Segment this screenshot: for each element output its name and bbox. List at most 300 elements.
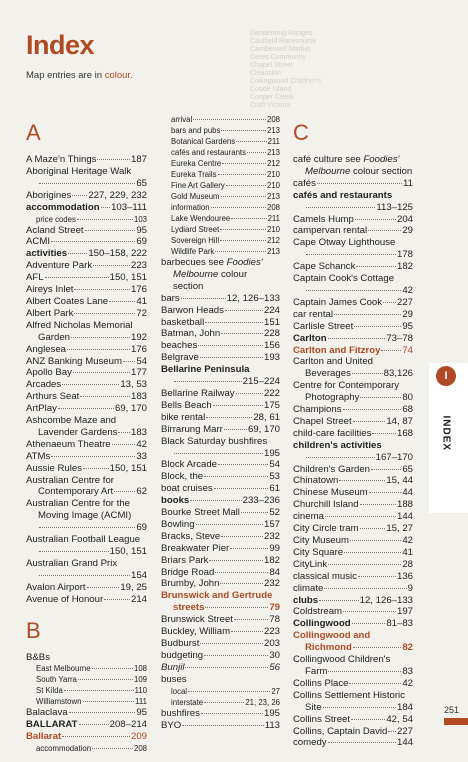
entry-term: East Melbourne [36, 664, 91, 674]
entry-term: Athenaeum Theatre [26, 438, 111, 450]
index-entry [161, 650, 280, 662]
entry-term: Apollo Bay [26, 367, 72, 379]
entry-term: ANZ Banking Museum [26, 355, 122, 367]
entry-pages: 151 [263, 316, 280, 328]
entry-pages: 211 [267, 137, 280, 146]
faint-background-text [250, 30, 468, 125]
index-column-2 [161, 114, 280, 731]
index-entry [293, 404, 413, 416]
entry-pages: 210 [266, 225, 280, 234]
entry-pages: 81–83 [386, 618, 413, 630]
entry-term: Chapel Street [293, 415, 352, 427]
entry-term: Camels Hump [293, 213, 354, 225]
index-column-1 [26, 114, 147, 754]
entry-pages: 144 [396, 511, 413, 523]
entry-pages: 12, 126–133 [359, 594, 413, 606]
entry-pages: 227 [396, 296, 413, 308]
entry-pages: 213 [266, 247, 280, 256]
index-entry [161, 543, 280, 555]
see-word: see [342, 154, 364, 165]
entry-term: interstate [171, 697, 204, 707]
index-entry [161, 578, 280, 590]
entry-term: Collins, Captain David [293, 725, 388, 737]
index-subentry [161, 686, 280, 697]
entry-term: Bellarine Peninsula [161, 364, 250, 376]
entry-pages: 208–214 [109, 719, 147, 731]
entry-pages: 103 [133, 214, 147, 224]
index-entry [161, 614, 280, 626]
index-entry [293, 237, 413, 261]
index-entry [161, 412, 280, 424]
index-entry [293, 225, 413, 237]
index-entry [26, 272, 147, 284]
entry-term: Australian Grand Prix [26, 557, 118, 569]
index-entry [26, 356, 147, 368]
index-subentry [26, 674, 147, 685]
entry-term: A Maze'n Things [26, 154, 97, 165]
entry-pages: 195 [263, 447, 280, 459]
entry-pages: 213 [266, 192, 280, 201]
entry-term: Balaclava [26, 707, 68, 719]
entry-pages: 183 [130, 391, 147, 403]
entry-term: Collingwood [293, 618, 351, 630]
entry-pages: 195 [263, 707, 280, 719]
entry-pages: 12, 126–133 [226, 292, 280, 304]
entry-term: Lydiard Street [171, 225, 220, 234]
entry-term-cont: Beverages [305, 368, 351, 380]
index-entry [293, 214, 413, 226]
entry-term: Collins Place [293, 677, 349, 689]
index-subentry [161, 697, 280, 708]
entry-term: Chinatown [293, 475, 339, 487]
index-entry [26, 260, 147, 272]
see-word: see [205, 257, 227, 268]
entry-term: price codes [36, 214, 76, 224]
entry-term: activities [26, 248, 68, 260]
index-entry [161, 555, 280, 567]
index-entry [26, 594, 147, 606]
entry-term: Botanical Gardens [171, 137, 236, 146]
entry-pages: 178 [396, 249, 413, 261]
index-entry [161, 257, 280, 293]
entry-term: Fine Art Gallery [171, 181, 225, 190]
entry-pages: 83,126 [383, 368, 413, 380]
index-entry [161, 531, 280, 543]
entry-term: Anglesea [26, 343, 67, 355]
entry-term: classical music [293, 570, 357, 582]
entry-term: Captain James Cook [293, 296, 383, 308]
entry-term: Cape Otway Lighthouse [293, 237, 396, 249]
index-entry [293, 737, 413, 749]
entry-pages: 54 [269, 459, 280, 471]
entry-pages: 15, 27 [386, 523, 413, 535]
index-entry [293, 583, 413, 595]
entry-term: Black Saturday bushfires [161, 435, 268, 447]
entry-term: Belgrave [161, 352, 199, 364]
entry-pages: 193 [263, 352, 280, 364]
entry-term: buses [161, 673, 187, 685]
entry-pages: 184 [396, 701, 413, 713]
entry-pages: 213 [266, 148, 280, 157]
entry-term: Bowling [161, 518, 195, 530]
index-entry [293, 690, 413, 714]
index-entry [161, 317, 280, 329]
index-entry [161, 674, 280, 686]
entry-term: children's activities [293, 439, 382, 451]
entry-pages: 109 [133, 675, 147, 685]
index-entry [161, 471, 280, 483]
index-subentry [161, 246, 280, 257]
entry-term: Brumby, John [161, 578, 220, 590]
entry-pages: 182 [396, 261, 413, 273]
entry-term: Ballarat [26, 731, 62, 743]
tab-letter-badge: I [436, 366, 456, 386]
entry-term: Coldstream [293, 606, 343, 618]
entry-term: Children's Garden [293, 463, 371, 475]
faint-text-line: Collingwood Children's [250, 78, 321, 85]
index-entry [293, 464, 413, 476]
index-entry [293, 654, 413, 678]
entry-pages: 42, 54 [386, 713, 413, 725]
entry-term: Bracks, Steve [161, 530, 221, 542]
index-entry [26, 391, 147, 403]
entry-term: Carlton [293, 332, 327, 344]
entry-term: Eureka Centre [171, 159, 222, 168]
entry-pages: 62 [136, 486, 147, 498]
entry-term: Aboriginal Heritage Walk [26, 165, 132, 177]
entry-term: Avalon Airport [26, 581, 86, 593]
entry-term: Arcades [26, 379, 62, 391]
entry-pages: 223 [263, 626, 280, 638]
see-foodies: Foodies' [363, 154, 400, 165]
see-melbourne: Melbourne [173, 268, 219, 280]
entry-pages: 111 [135, 697, 147, 707]
entry-pages: 212 [266, 159, 280, 168]
entry-term: Australian Centre for the [26, 498, 130, 510]
see-foodies: Foodies' [226, 257, 263, 268]
entry-pages: 210 [266, 181, 280, 190]
entry-term: Eureka Trails [171, 170, 217, 179]
entry-pages: 42 [136, 438, 147, 450]
entry-term: basketball [161, 316, 205, 328]
entry-pages: 27 [271, 686, 280, 696]
index-entry [26, 190, 147, 202]
index-entry [161, 388, 280, 400]
entry-term: Albert Coates Lane [26, 295, 109, 307]
index-entry-map [26, 731, 147, 743]
index-subentry [26, 214, 147, 225]
faint-text-line: Cooper Creek [250, 94, 294, 101]
entry-term: barbecues [161, 257, 206, 268]
faint-text-line: Chapel Street [250, 62, 293, 69]
index-entry [293, 499, 413, 511]
entry-term: Albert Park [26, 307, 74, 319]
entry-term: Wildlife Park [171, 247, 215, 256]
index-entry [161, 459, 280, 471]
index-entry [293, 511, 413, 523]
index-entry [161, 495, 280, 507]
entry-term: Bellarine Railway [161, 387, 235, 399]
entry-term: child-care facilities [293, 427, 372, 439]
entry-term-cont: Richmond [305, 642, 352, 654]
entry-pages: 95 [136, 224, 147, 236]
index-entry [161, 519, 280, 531]
index-entry [26, 308, 147, 320]
entry-term: Buckley, William [161, 626, 231, 638]
entry-pages: 150, 151 [109, 546, 147, 557]
index-entry [26, 284, 147, 296]
index-entry [293, 416, 413, 428]
entry-pages: 95 [402, 320, 413, 332]
entry-pages: 53 [269, 471, 280, 483]
entry-term: café culture [293, 154, 343, 165]
entry-pages: 156 [263, 340, 280, 352]
index-subentry [161, 169, 280, 180]
index-entry [293, 559, 413, 571]
entry-term: Acland Street [26, 224, 84, 236]
index-subentry [26, 663, 147, 674]
index-entry [293, 595, 413, 607]
entry-term: bike rental [161, 411, 206, 423]
index-entry [293, 571, 413, 583]
entry-pages: 167–170 [375, 451, 413, 463]
entry-term-cont: Garden [38, 331, 70, 343]
entry-pages: 150–158, 222 [88, 248, 147, 260]
index-entry [26, 498, 147, 534]
entry-term: climate [293, 582, 324, 594]
index-entry [293, 678, 413, 690]
index-entry [293, 297, 413, 309]
entry-term: cafés and restaurants [293, 189, 393, 201]
index-entry [26, 344, 147, 356]
index-entry [26, 320, 147, 344]
index-entry [293, 154, 413, 178]
section-letter-b: B [26, 617, 41, 643]
index-entry-map [161, 590, 280, 614]
entry-pages: 227, 229, 232 [88, 189, 147, 201]
index-entry [161, 567, 280, 579]
index-subentry [26, 685, 147, 696]
entry-pages: 29 [402, 225, 413, 237]
entry-term: Carlton and United [293, 356, 373, 368]
entry-term: Aussie Rules [26, 462, 82, 474]
entry-term: Ashcombe Maze and [26, 415, 117, 427]
index-entry [26, 475, 147, 499]
entry-pages: 113–125 [376, 201, 413, 213]
entry-pages: 28, 61 [253, 411, 280, 423]
index-subentry [161, 136, 280, 147]
index-entry [293, 606, 413, 618]
entry-term: Brunswick Street [161, 614, 233, 626]
entry-term: campervan rental [293, 225, 368, 237]
entry-term: Aborigines [26, 189, 72, 201]
entry-pages: 21, 23, 26 [245, 697, 280, 707]
section-letter-c: C [293, 120, 309, 145]
entry-pages: 208 [266, 203, 280, 212]
entry-pages: 19, 25 [120, 581, 147, 593]
page-number-bar [444, 718, 468, 725]
index-entry [293, 273, 413, 297]
entry-term: accommodation [36, 744, 92, 754]
entry-pages: 69 [136, 236, 147, 248]
entry-pages: 74 [402, 344, 413, 356]
index-entry [26, 582, 147, 594]
faint-text-line: Coode Island [250, 86, 292, 93]
entry-term: beaches [161, 340, 198, 352]
map-entries-note [26, 70, 133, 81]
entry-pages: 84 [269, 566, 280, 578]
entry-term: Collingwood and [293, 630, 371, 642]
entry-term: Bunjil [161, 661, 185, 673]
index-subentry [161, 147, 280, 158]
entry-pages: 224 [263, 304, 280, 316]
entry-pages: 78 [269, 614, 280, 626]
note-highlight: colour [104, 70, 131, 81]
entry-pages: 13, 53 [120, 379, 147, 391]
entry-pages: 187 [130, 154, 147, 165]
entry-term-cont: streets [173, 602, 205, 614]
entry-pages: 15, 44 [386, 475, 413, 487]
entry-term: Alfred Nicholas Memorial [26, 319, 133, 331]
entry-term: ArtPlay [26, 403, 57, 415]
entry-term: boat cruises [161, 483, 213, 495]
entry-pages: 110 [134, 686, 147, 696]
entry-term: cafés and restaurants [171, 148, 246, 157]
faint-text-line: Caulfield Racecourse [250, 38, 317, 45]
entry-term-cont: Photography [305, 392, 360, 404]
entry-term: books [161, 495, 190, 507]
entry-term: Bells Beach [161, 399, 212, 411]
entry-pages: 82 [402, 642, 413, 654]
entry-term: Australian Centre for [26, 474, 114, 486]
entry-term: Lake Wendouree [171, 214, 231, 223]
entry-pages: 42 [402, 284, 413, 296]
entry-pages: 176 [130, 343, 147, 355]
index-entry [26, 248, 147, 260]
index-entry [26, 439, 147, 451]
index-entry [26, 463, 147, 475]
entry-term: Aireys Inlet [26, 284, 74, 296]
faint-text-line: Cleanskin [250, 70, 281, 77]
entry-term-cont: Site [305, 701, 322, 713]
faint-text-line: Craft Victoria [250, 102, 291, 109]
entry-pages: 33 [136, 450, 147, 462]
index-entry [293, 333, 413, 345]
index-entry [26, 707, 147, 719]
index-subentry [161, 158, 280, 169]
entry-pages: 41 [402, 546, 413, 558]
entry-pages: 42 [402, 677, 413, 689]
section-letter-a: A [26, 120, 41, 145]
index-entry [293, 321, 413, 333]
entry-term: cafés [293, 177, 316, 189]
index-entry [161, 328, 280, 340]
entry-term: clubs [293, 594, 319, 606]
index-entry [26, 202, 147, 214]
entry-pages: 41 [136, 295, 147, 307]
entry-pages: 28 [402, 558, 413, 570]
index-entry [161, 340, 280, 352]
entry-term: St Kilda [36, 686, 63, 696]
index-entry [26, 154, 147, 166]
page-number: 251 [444, 705, 460, 715]
entry-pages: 188 [396, 499, 413, 511]
entry-pages: 42 [402, 535, 413, 546]
entry-pages: 204 [396, 213, 413, 225]
index-entry [293, 475, 413, 487]
index-entry [161, 720, 280, 732]
entry-term: bushfires [161, 707, 200, 719]
entry-term: Bourke Street Mall [161, 507, 240, 519]
index-entry [293, 178, 413, 190]
entry-term: arrival [171, 115, 193, 124]
entry-pages: 192 [130, 331, 147, 343]
entry-term: Brunswick and Gertrude [161, 590, 273, 602]
index-entry [293, 190, 413, 214]
index-entry [293, 726, 413, 738]
faint-text-line: Dandenong Ranges [250, 30, 313, 37]
entry-pages: 95 [136, 707, 147, 719]
entry-term: Block, the [161, 471, 204, 483]
entry-pages: 44 [402, 487, 413, 499]
entry-pages: 223 [130, 260, 147, 272]
index-entry [293, 309, 413, 321]
entry-pages: 157 [263, 518, 280, 530]
index-subentry [161, 125, 280, 136]
entry-term: Briars Park [161, 554, 209, 566]
entry-pages: 56 [269, 661, 280, 673]
entry-term: Budburst [161, 638, 200, 649]
entry-term: Carlton and Fitzroy [293, 344, 381, 356]
entry-term-cont: Contemporary Art [38, 486, 114, 498]
note-suffix: . [130, 70, 133, 81]
entry-term: Avenue of Honour [26, 593, 104, 605]
entry-term: City Square [293, 546, 344, 558]
entry-term: B&Bs [26, 651, 50, 663]
entry-pages: 210 [266, 170, 280, 179]
index-entry [293, 487, 413, 499]
note-prefix: Map entries are in [26, 70, 105, 81]
entry-term: Carlisle Street [293, 320, 354, 332]
index-entry [293, 547, 413, 559]
index-subentry [161, 224, 280, 235]
tab-label: INDEX [440, 415, 452, 452]
entry-pages: 79 [269, 602, 280, 614]
entry-pages: 72 [136, 307, 147, 319]
index-entry [161, 305, 280, 317]
entry-pages: 99 [269, 542, 280, 554]
entry-pages: 52 [269, 507, 280, 519]
index-entry [161, 662, 280, 674]
index-entry [26, 652, 147, 664]
entry-pages: 209 [130, 731, 147, 743]
entry-term: Gold Museum [171, 192, 220, 201]
entry-term: ATMs [26, 450, 51, 462]
entry-pages: 150, 151 [109, 462, 147, 474]
entry-term: Australian Football League [26, 534, 141, 546]
entry-term: ACMI [26, 236, 50, 248]
entry-pages: 154 [130, 569, 147, 581]
see-tail: colour section [350, 165, 413, 177]
index-entry [161, 436, 280, 460]
index-entry [293, 380, 413, 404]
index-entry [161, 708, 280, 720]
entry-term: AFL [26, 272, 44, 284]
see-tail: colour section [173, 268, 248, 292]
entry-term: Birrarung Marr [161, 423, 223, 435]
entry-term: Block Arcade [161, 459, 217, 471]
index-entry [161, 626, 280, 638]
